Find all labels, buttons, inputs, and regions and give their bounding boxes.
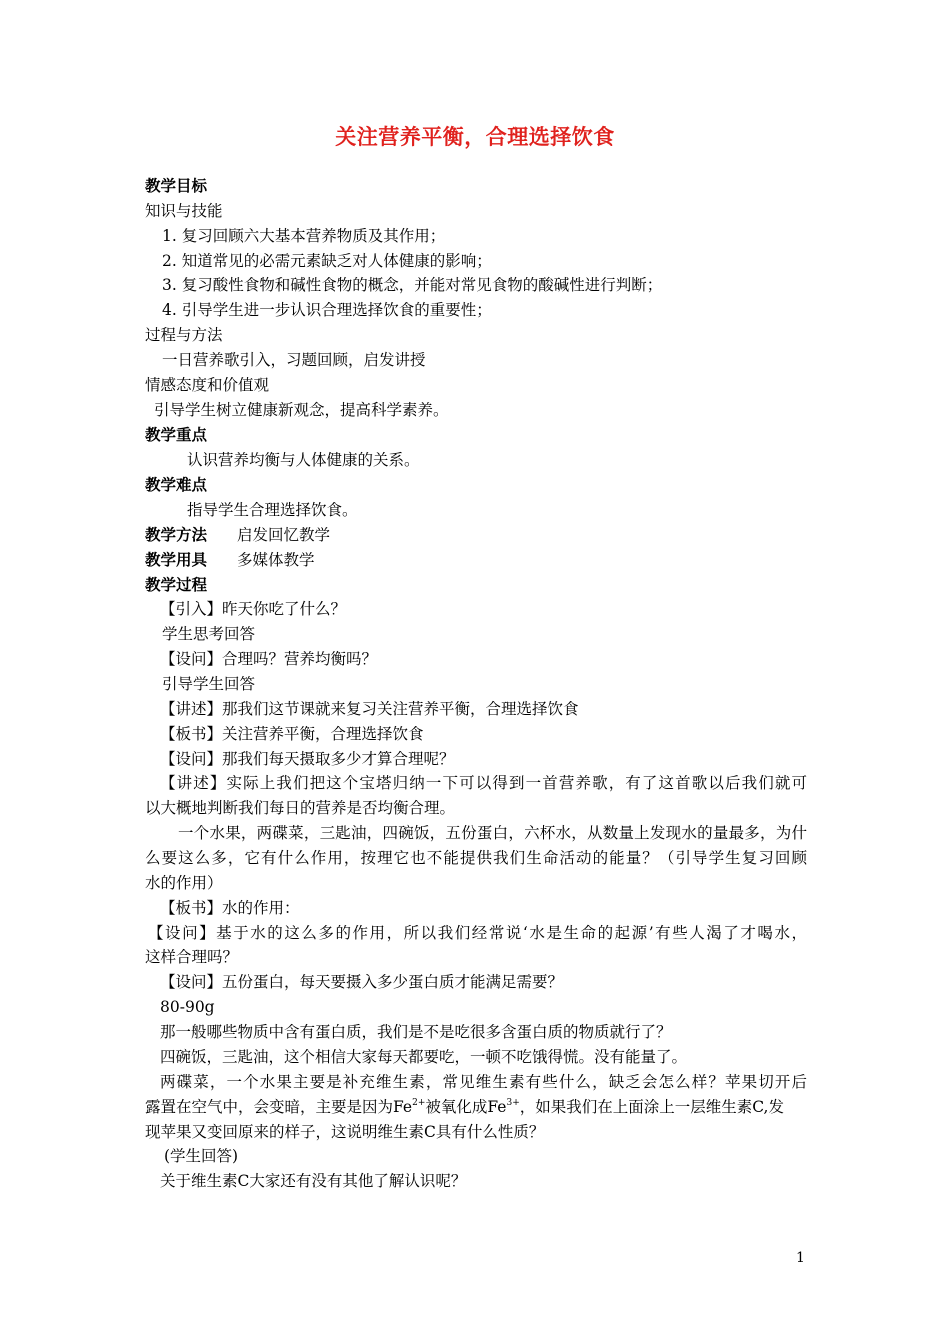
body-line: 那一般哪些物质中含有蛋白质，我们是不是吃很多含蛋白质的物质就行了？ (160, 1023, 672, 1041)
attitude-text: 引导学生树立健康新观念，提高科学素养。 (154, 401, 449, 419)
heading-procedure: 教学过程 (145, 576, 208, 594)
document-title: 关注营养平衡，合理选择饮食 (335, 125, 615, 149)
body-line: 【设问】那我们每天摄取多少才算合理呢？ (160, 750, 455, 768)
body-line: 【设问】基于水的这么多的作用，所以我们经常说‘水是生命的起源’有些人渴了才喝水， (148, 924, 807, 942)
subheading-attitude: 情感态度和价值观 (145, 376, 270, 394)
tools-text: 多媒体教学 (237, 551, 315, 569)
body-line: 引导学生回答 (162, 675, 256, 693)
knowledge-item: 1. 复习回顾六大基本营养物质及其作用； (162, 227, 446, 245)
body-line: 【讲述】实际上我们把这个宝塔归纳一下可以得到一首营养歌，有了这首歌以后我们就可 (160, 774, 807, 792)
knowledge-item: 2. 知道常见的必需元素缺乏对人体健康的影响； (162, 252, 492, 270)
method-text: 启发回忆教学 (237, 526, 331, 544)
heading-key-point: 教学重点 (145, 426, 208, 444)
body-line: 两碟菜，一个水果主要是补充维生素，常见维生素有些什么，缺乏会怎么样？苹果切开后 (160, 1073, 807, 1091)
text-span: 被氧化成Fe (425, 1098, 507, 1116)
knowledge-item: 3. 复习酸性食物和碱性食物的概念，并能对常见食物的酸碱性进行判断； (162, 276, 663, 294)
superscript: 3+ (506, 1098, 520, 1108)
superscript: 2+ (412, 1098, 426, 1108)
body-line: 【设问】合理吗？营养均衡吗？ (160, 650, 378, 668)
body-line: 【板书】水的作用： (160, 899, 300, 917)
body-line: 水的作用） (145, 874, 223, 892)
body-line: 【引入】昨天你吃了什么？ (160, 600, 347, 618)
body-line: (学生回答) (164, 1147, 239, 1165)
subheading-knowledge: 知识与技能 (145, 202, 223, 220)
knowledge-item: 4. 引导学生进一步认识合理选择饮食的重要性； (162, 301, 492, 319)
body-line: 这样合理吗？ (145, 948, 239, 966)
page-number: 1 (796, 1250, 805, 1266)
body-line: 【设问】五份蛋白，每天要摄入多少蛋白质才能满足需要？ (160, 973, 564, 991)
text-span: 露置在空气中，会变暗，主要是因为Fe (145, 1098, 413, 1116)
subheading-process-method: 过程与方法 (145, 326, 223, 344)
body-line: 以大概地判断我们每日的营养是否均衡合理。 (145, 799, 456, 817)
body-line-fe (145, 1097, 784, 1117)
heading-goals: 教学目标 (145, 177, 208, 195)
text-span: ，如果我们在上面涂上一层维生素C,发 (519, 1098, 784, 1116)
heading-tools: 教学用具 (145, 551, 208, 569)
body-line: 现苹果又变回原来的样子，这说明维生素C具有什么性质？ (145, 1123, 545, 1141)
body-line: 一个水果，两碟菜，三匙油，四碗饭，五份蛋白，六杯水，从数量上发现水的量最多，为什 (178, 824, 807, 842)
process-text: 一日营养歌引入，习题回顾，启发讲授 (162, 351, 426, 369)
body-line: 四碗饭，三匙油，这个相信大家每天都要吃，一顿不吃饿得慌。没有能量了。 (160, 1048, 688, 1066)
body-line: 【板书】关注营养平衡，合理选择饮食 (160, 725, 424, 743)
body-line: 80-90g (160, 998, 215, 1016)
body-line: 么要这么多，它有什么作用，按理它也不能提供我们生命活动的能量？（引导学生复习回顾 (145, 849, 807, 867)
body-line: 学生思考回答 (162, 625, 256, 643)
difficulty-text: 指导学生合理选择饮食。 (187, 501, 358, 519)
heading-difficulty: 教学难点 (145, 476, 208, 494)
body-line: 【讲述】那我们这节课就来复习关注营养平衡，合理选择饮食 (160, 700, 579, 718)
body-line: 关于维生素C大家还有没有其他了解认识呢？ (160, 1172, 467, 1190)
heading-method: 教学方法 (145, 526, 208, 544)
key-point-text: 认识营养均衡与人体健康的关系。 (187, 451, 420, 469)
